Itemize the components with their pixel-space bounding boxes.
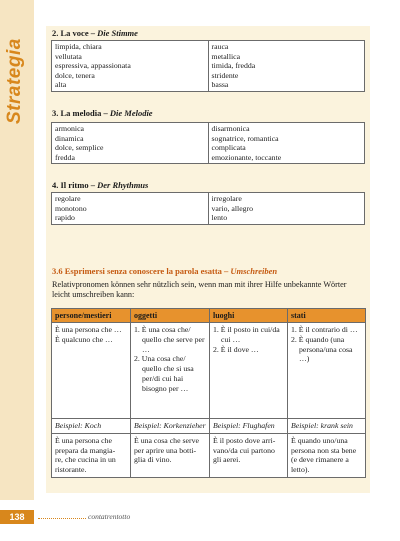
column-header: oggetti — [131, 309, 210, 323]
table-cell-line: espressiva, appassionata — [55, 61, 131, 71]
cell-line: 2. Una cosa che/ quello che si usa per/di cui hai bisogno per … — [134, 354, 194, 393]
table-cell-line: limpida, chiara — [55, 42, 102, 51]
table-cell — [131, 323, 210, 419]
section-heading-voce — [52, 28, 138, 38]
ritmo-right-column — [208, 193, 365, 225]
cell-line: È qualcuno che … — [55, 334, 113, 344]
table-cell-line: bassa — [211, 80, 229, 90]
table-cell-line: stridente — [211, 70, 239, 80]
table-cell — [210, 433, 288, 477]
melodia-left-column — [52, 123, 209, 164]
example-cell: Beispiel: krank sein — [288, 419, 366, 434]
table-row — [52, 323, 366, 419]
table-cell-line: metallica — [211, 51, 241, 61]
footer-title: contatrentotto — [88, 512, 131, 521]
table-cell-line: regolare — [55, 194, 81, 203]
cell-line: re, che cucina in un — [55, 455, 116, 465]
column-header: stati — [288, 309, 366, 323]
table-cell-line: emozionante, toccante — [211, 152, 282, 162]
table-cell — [52, 433, 131, 477]
cell-line: persona non sta bene — [291, 445, 357, 455]
intro-paragraph: Relativpronomen können sehr nützlich sein, wenn man mit ihrer Hilfe unbekannte Wörter leicht umschreiben kann: — [52, 280, 347, 300]
table-cell-line: sognatrice, romantica — [211, 133, 279, 143]
table-cell-line: disarmonica — [211, 124, 250, 133]
table-cell-line: dinamica — [55, 133, 84, 143]
cell-line: 2. È il dove … — [213, 344, 259, 354]
section-title-german: Die Melodie — [109, 108, 153, 118]
column-header: persone/mestieri — [52, 309, 131, 323]
cell-line: ristorante. — [55, 465, 87, 475]
table-cell-line: lento — [211, 213, 228, 223]
table-cell-line: vellutata — [55, 51, 82, 61]
cell-line: vano/da cui partono — [213, 445, 275, 455]
table-cell-line: vario, allegro — [211, 203, 254, 213]
cell-line: prepara da mangia- — [55, 445, 116, 455]
section-heading-melodia — [52, 108, 153, 118]
cell-line: 1. È il contrario di … — [291, 325, 358, 334]
page-number: 138 — [0, 510, 34, 524]
table-cell-line: dolce, semplice — [55, 143, 104, 153]
table-cell-line: irregolare — [211, 194, 242, 203]
table-cell-line: rapido — [55, 213, 75, 223]
table-row — [52, 433, 366, 477]
section-title: 3. La melodia – — [52, 108, 108, 118]
cell-line: 2. È quando (una persona/una cosa …) — [291, 334, 353, 364]
table-cell-line: fredda — [55, 152, 75, 162]
cell-line: 1. È il posto in cui/da cui … — [213, 325, 280, 344]
table-cell — [52, 323, 131, 419]
example-cell: Beispiel: Koch — [52, 419, 131, 434]
table-cell-line: armonica — [55, 124, 85, 133]
cell-line: (e deve rimanere a — [291, 455, 349, 465]
table-cell-line: rauca — [211, 42, 229, 51]
table-cell — [288, 323, 366, 419]
section-heading-umschreiben — [52, 266, 277, 276]
cell-line: letto). — [291, 465, 310, 475]
section-title-german: Die Stimme — [97, 28, 138, 38]
table-cell-line: monotono — [55, 203, 87, 213]
cell-line: 1. È una cosa che/ quello che serve per … — [134, 325, 205, 354]
cell-line: glia di vino. — [134, 455, 172, 465]
table-cell-line: complicata — [211, 143, 246, 153]
cell-line: gli aerei. — [213, 455, 241, 465]
cell-line: per aprire una botti- — [134, 445, 197, 455]
section-title-german: Umschreiben — [230, 266, 278, 276]
voce-right-column — [208, 41, 365, 92]
cell-line: È quando uno/una — [291, 435, 348, 445]
cell-line: È una persona che … — [55, 325, 122, 334]
footer-dotted-rule — [38, 518, 86, 519]
section-heading-ritmo — [52, 180, 148, 190]
example-cell: Beispiel: Korkenzieher — [131, 419, 210, 434]
cell-line: È una persona che — [55, 435, 112, 445]
melodia-right-column — [208, 123, 365, 164]
table-cell-line: timida, fredda — [211, 61, 256, 71]
content-panel — [46, 26, 370, 493]
section-title: 3.6 Esprimersi senza conoscere la parola esatta – — [52, 266, 229, 276]
voce-left-column — [52, 41, 209, 92]
table-row — [52, 419, 366, 434]
section-title: 2. La voce – — [52, 28, 95, 38]
example-cell: Beispiel: Flughafen — [210, 419, 288, 434]
cell-line: È il posto dove arri- — [213, 435, 276, 445]
ritmo-table — [51, 192, 365, 225]
table-cell — [288, 433, 366, 477]
umschreiben-table — [51, 308, 366, 478]
table-cell-line: dolce, tenera — [55, 70, 95, 80]
column-header: luoghi — [210, 309, 288, 323]
table-cell-line: alta — [55, 80, 67, 90]
melodia-table — [51, 122, 365, 164]
table-header-row — [52, 309, 366, 323]
table-cell — [210, 323, 288, 419]
table-cell — [131, 433, 210, 477]
sidebar-strip — [0, 0, 34, 500]
section-title-german: Der Rhythmus — [97, 180, 149, 190]
sidebar-label: Strategia — [4, 38, 25, 124]
section-title: 4. Il ritmo – — [52, 180, 95, 190]
voce-table — [51, 40, 365, 92]
cell-line: È una cosa che serve — [134, 435, 199, 445]
ritmo-left-column — [52, 193, 209, 225]
